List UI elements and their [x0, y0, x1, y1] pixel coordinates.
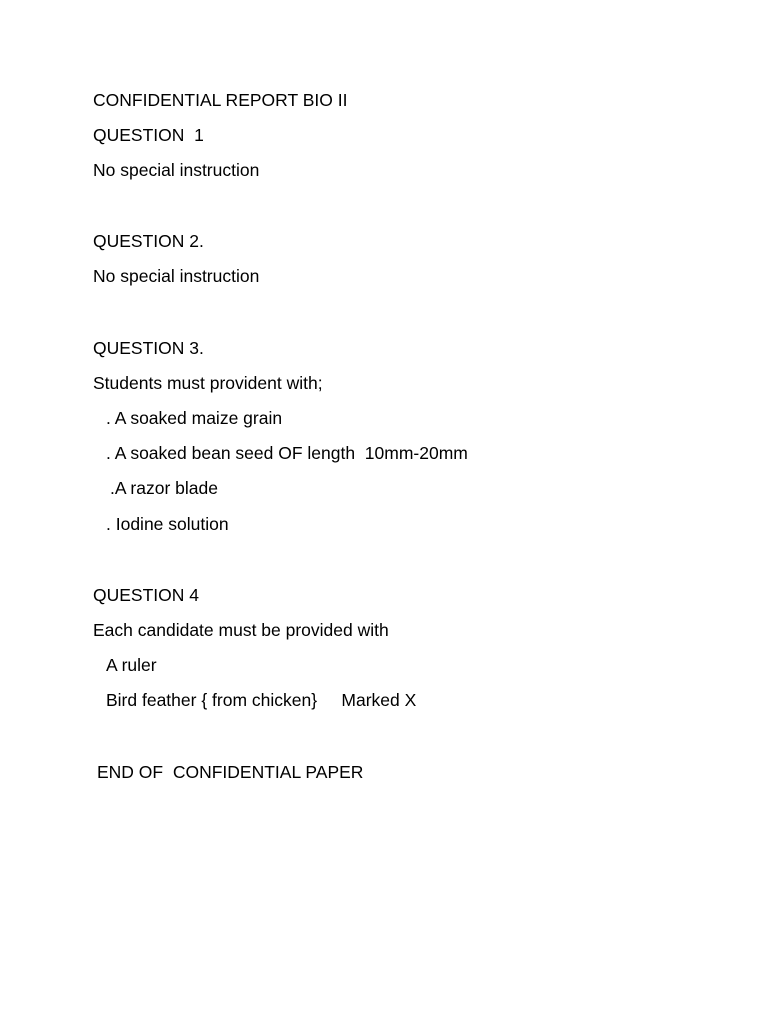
end-of-paper-text: END OF CONFIDENTIAL PAPER	[97, 762, 364, 782]
question-1-heading: QUESTION 1	[93, 125, 204, 145]
question-3-item: . A soaked maize grain	[106, 408, 283, 428]
question-2-heading: QUESTION 2.	[93, 231, 204, 251]
question-3-instruction: Students must provident with;	[93, 373, 323, 393]
question-4-item: A ruler	[106, 655, 157, 675]
question-4-instruction: Each candidate must be provided with	[93, 620, 389, 640]
question-3-item: . A soaked bean seed OF length 10mm-20mm	[106, 443, 468, 463]
question-4-item: Bird feather { from chicken} Marked X	[106, 690, 417, 710]
document-title: CONFIDENTIAL REPORT BIO II	[93, 90, 348, 110]
question-3-heading: QUESTION 3.	[93, 338, 204, 358]
question-4-heading: QUESTION 4	[93, 585, 199, 605]
question-2-instruction: No special instruction	[93, 266, 260, 286]
question-3-item: .A razor blade	[110, 478, 218, 498]
question-1-instruction: No special instruction	[93, 160, 260, 180]
question-3-item: . Iodine solution	[106, 514, 229, 534]
